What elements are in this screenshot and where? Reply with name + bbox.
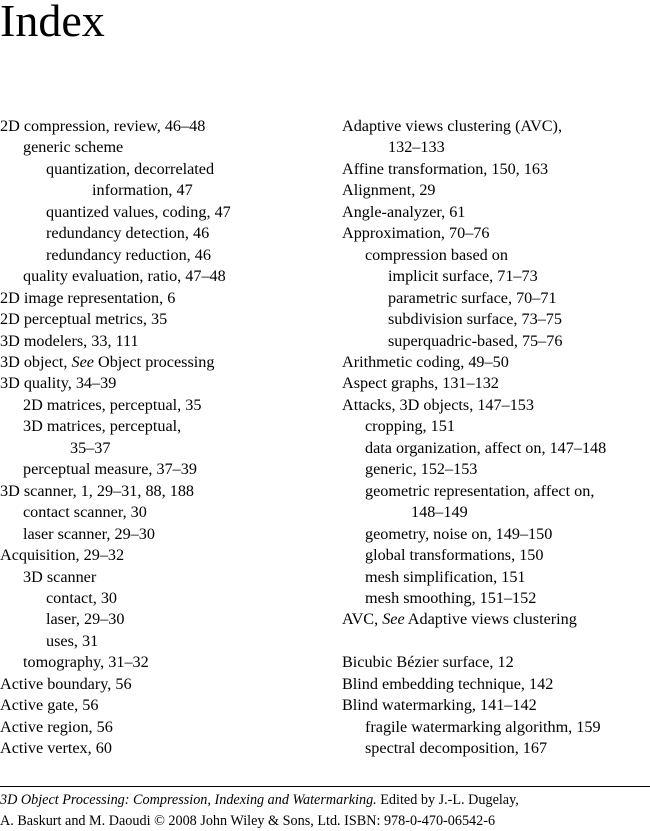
index-entry: fragile watermarking algorithm, 159: [342, 717, 650, 738]
index-entry: 3D quality, 34–39: [0, 373, 330, 394]
index-entry: [0, 352, 330, 373]
index-entry: contact, 30: [0, 588, 330, 609]
index-entry: Acquisition, 29–32: [0, 545, 330, 566]
index-entry: quality evaluation, ratio, 47–48: [0, 266, 330, 287]
index-entry: generic scheme: [0, 137, 330, 158]
index-entry: quantization, decorrelated: [0, 159, 330, 180]
footer-divider: [0, 786, 650, 787]
index-entry: superquadric-based, 75–76: [342, 331, 650, 352]
copyright-footer: [0, 790, 519, 831]
index-entry: compression based on: [342, 245, 650, 266]
index-entry: parametric surface, 70–71: [342, 288, 650, 309]
footer-line-1: [0, 790, 519, 811]
index-entry: quantized values, coding, 47: [0, 202, 330, 223]
index-entry: Active region, 56: [0, 717, 330, 738]
index-entry: Active gate, 56: [0, 695, 330, 716]
index-column-right: [342, 116, 650, 760]
footer-line-2: A. Baskurt and M. Daoudi © 2008 John Wiley & Sons, Ltd. ISBN: 978-0-470-06542-6: [0, 811, 519, 831]
index-entry: Attacks, 3D objects, 147–153: [342, 395, 650, 416]
see-reference: See: [71, 353, 93, 371]
index-column-left: [0, 116, 330, 760]
index-entry: information, 47: [0, 180, 330, 201]
index-entry: Blind embedding technique, 142: [342, 674, 650, 695]
index-entry: 3D modelers, 33, 111: [0, 331, 330, 352]
index-entry: Approximation, 70–76: [342, 223, 650, 244]
index-entry: laser scanner, 29–30: [0, 524, 330, 545]
index-entry-target: Object processing: [94, 353, 214, 371]
index-entry: Bicubic Bézier surface, 12: [342, 652, 650, 673]
index-entry: perceptual measure, 37–39: [0, 459, 330, 480]
index-entry: tomography, 31–32: [0, 652, 330, 673]
index-entry: global transformations, 150: [342, 545, 650, 566]
index-entry: Blind watermarking, 141–142: [342, 695, 650, 716]
index-entry: 3D matrices, perceptual,: [0, 416, 330, 437]
index-entry: 2D compression, review, 46–48: [0, 116, 330, 137]
editors: Edited by J.-L. Dugelay,: [377, 792, 519, 808]
index-entry-term: AVC,: [342, 610, 382, 628]
index-entry: uses, 31: [0, 631, 330, 652]
index-entry: 35–37: [0, 438, 330, 459]
index-entry: 3D scanner: [0, 567, 330, 588]
index-entry: redundancy detection, 46: [0, 223, 330, 244]
index-entry: data organization, affect on, 147–148: [342, 438, 650, 459]
index-entry: Adaptive views clustering (AVC),: [342, 116, 650, 137]
see-reference: See: [382, 610, 404, 628]
index-entry: geometric representation, affect on,: [342, 481, 650, 502]
index-entry-target: Adaptive views clustering: [405, 610, 577, 628]
index-entry: 2D matrices, perceptual, 35: [0, 395, 330, 416]
index-entry: Arithmetic coding, 49–50: [342, 352, 650, 373]
index-entry: subdivision surface, 73–75: [342, 309, 650, 330]
index-entry: spectral decomposition, 167: [342, 738, 650, 759]
page-title: Index: [0, 0, 105, 46]
index-entry: Active vertex, 60: [0, 738, 330, 759]
index-entry: 2D image representation, 6: [0, 288, 330, 309]
index-entry: generic, 152–153: [342, 459, 650, 480]
index-entry: laser, 29–30: [0, 609, 330, 630]
book-title: 3D Object Processing: Compression, Indexing and Watermarking.: [0, 792, 377, 808]
index-entry: Affine transformation, 150, 163: [342, 159, 650, 180]
index-entry: [342, 609, 650, 630]
index-entry: mesh simplification, 151: [342, 567, 650, 588]
index-entry: cropping, 151: [342, 416, 650, 437]
index-entry: 148–149: [342, 502, 650, 523]
index-gap: [342, 631, 650, 652]
index-entry: geometry, noise on, 149–150: [342, 524, 650, 545]
index-entry: 2D perceptual metrics, 35: [0, 309, 330, 330]
index-entry: Alignment, 29: [342, 180, 650, 201]
index-entry: mesh smoothing, 151–152: [342, 588, 650, 609]
index-entry-term: 3D object,: [0, 353, 71, 371]
index-entry: Angle-analyzer, 61: [342, 202, 650, 223]
index-entry: 3D scanner, 1, 29–31, 88, 188: [0, 481, 330, 502]
index-entry: Active boundary, 56: [0, 674, 330, 695]
index-entry: redundancy reduction, 46: [0, 245, 330, 266]
index-entry: Aspect graphs, 131–132: [342, 373, 650, 394]
index-entry: 132–133: [342, 137, 650, 158]
index-entry: implicit surface, 71–73: [342, 266, 650, 287]
index-entry: contact scanner, 30: [0, 502, 330, 523]
